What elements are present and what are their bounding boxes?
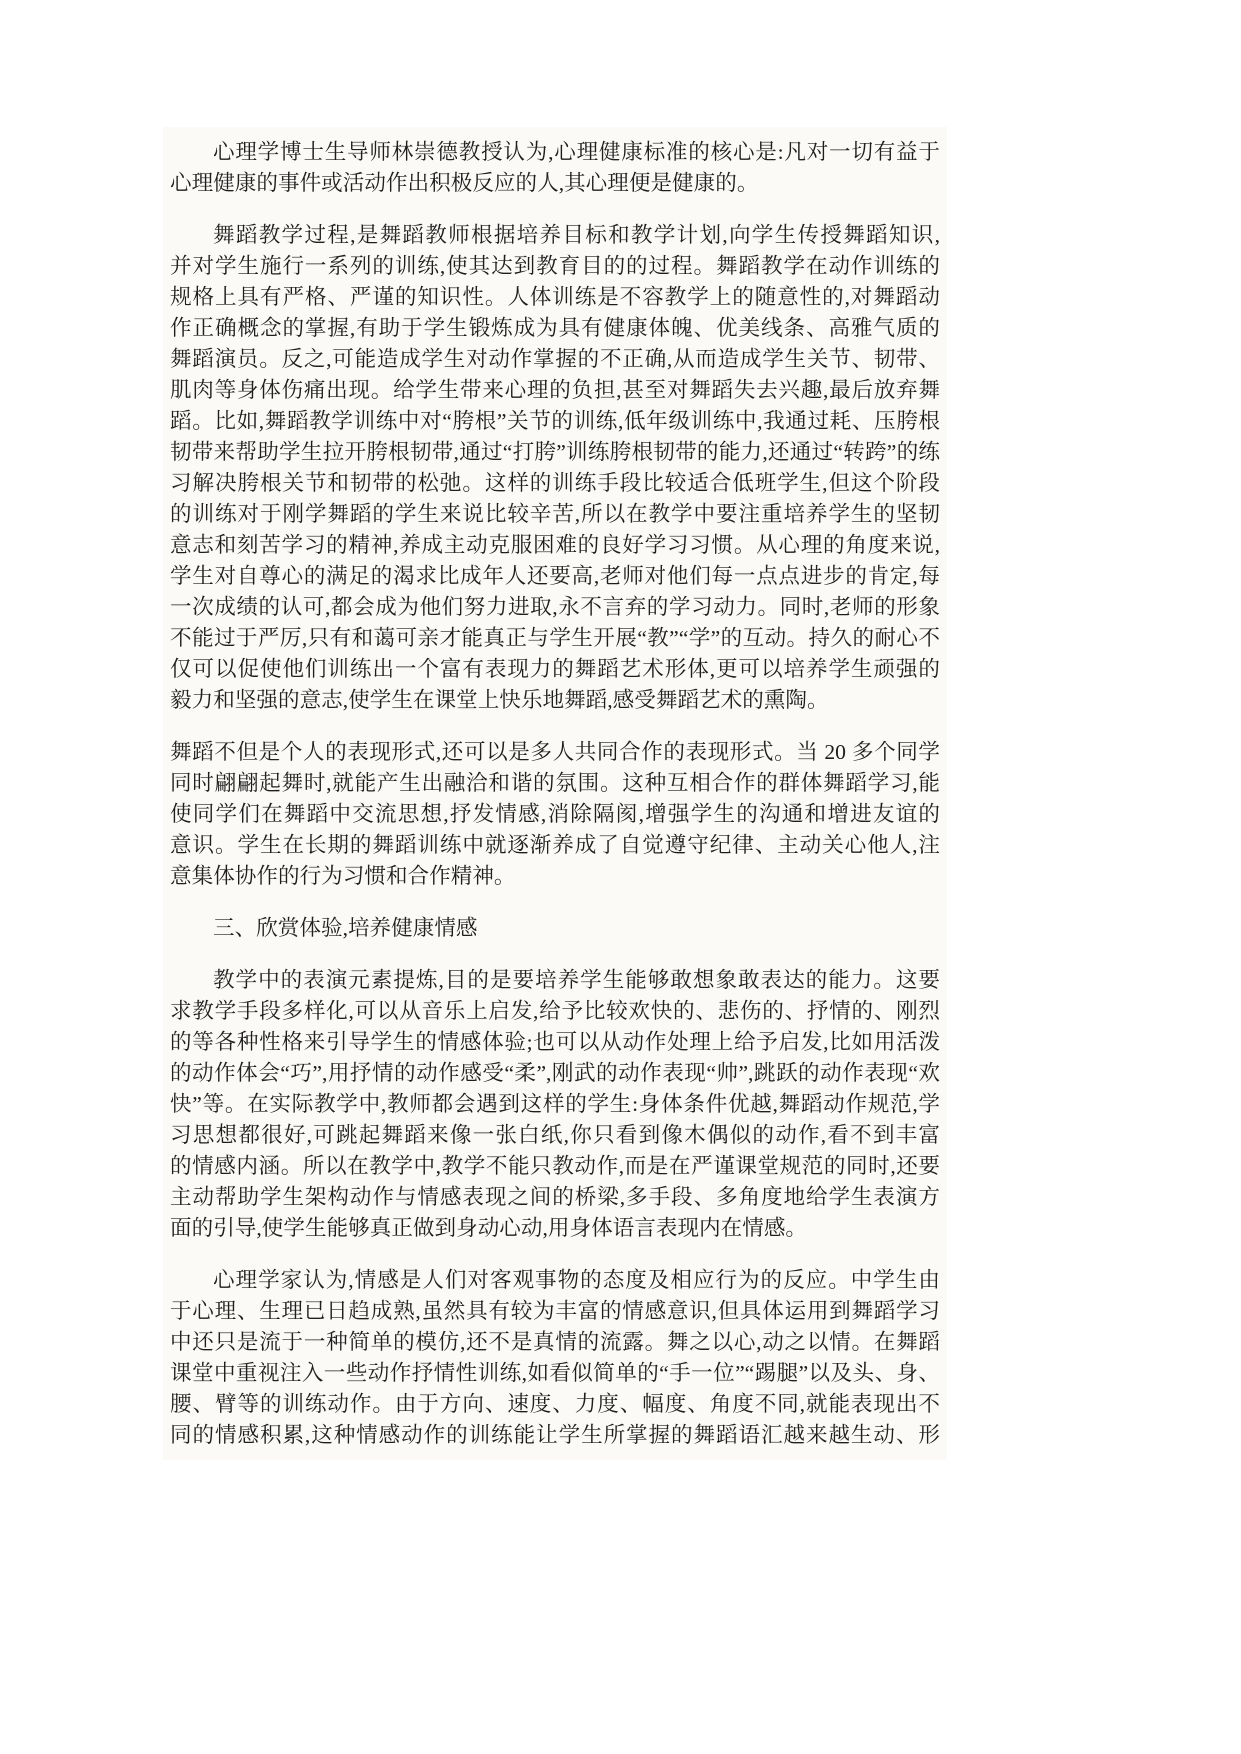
section-heading-block [170,913,940,944]
text-line: 意集体协作的行为习惯和合作精神。 [170,864,516,888]
text-line: 的情感内涵。所以在教学中,教学不能只教动作,而是在严谨课堂规范的同时,还要 [170,1154,940,1178]
text-line: 求教学手段多样化,可以从音乐上启发,给予比较欢快的、悲伤的、抒情的、刚烈 [170,999,940,1023]
text-line: 仅可以促使他们训练出一个富有表现力的舞蹈艺术形体,更可以培养学生顽强的 [170,657,940,681]
text-line: 心理健康的事件或活动作出积极反应的人,其心理便是健康的。 [170,171,759,195]
text-line: 使同学们在舞蹈中交流思想,抒发情感,消除隔阂,增强学生的沟通和增进友谊的 [170,802,940,826]
paragraph [170,737,940,892]
text-line: 的训练对于刚学舞蹈的学生来说比较辛苦,所以在教学中要注重培养学生的坚韧 [170,502,940,526]
text-line: 的等各种性格来引导学生的情感体验;也可以从动作处理上给予启发,比如用活泼 [170,1030,940,1054]
text-line: 规格上具有严格、严谨的知识性。人体训练是不容教学上的随意性的,对舞蹈动 [170,285,940,309]
text-line: 不能过于严厉,只有和蔼可亲才能真正与学生开展“教”“学”的互动。持久的耐心不 [170,626,940,650]
text-line: 学生对自尊心的满足的渴求比成年人还要高,老师对他们每一点点进步的肯定,每 [170,564,940,588]
text-line: 习思想都很好,可跳起舞蹈来像一张白纸,你只看到像木偶似的动作,看不到丰富 [170,1123,940,1147]
text-line: 快”等。在实际教学中,教师都会遇到这样的学生:身体条件优越,舞蹈动作规范,学 [170,1092,940,1116]
paragraph [170,137,940,199]
text-line: 的动作体会“巧”,用抒情的动作感受“柔”,刚武的动作表现“帅”,跳跃的动作表现“欢 [170,1061,940,1085]
text-line: 意志和刻苦学习的精神,养成主动克服困难的良好学习习惯。从心理的角度来说, [170,533,940,557]
section-heading: 三、欣赏体验,培养健康情感 [213,916,478,940]
text-line: 中还只是流于一种简单的模仿,还不是真情的流露。舞之以心,动之以情。在舞蹈 [170,1330,940,1354]
text-line: 毅力和坚强的意志,使学生在课堂上快乐地舞蹈,感受舞蹈艺术的熏陶。 [170,688,829,712]
text-line: 舞蹈教学过程,是舞蹈教师根据培养目标和教学计划,向学生传授舞蹈知识, [213,223,940,247]
text-line: 韧带来帮助学生拉开胯根韧带,通过“打胯”训练胯根韧带的能力,还通过“转跨”的练 [170,440,940,464]
text-line: 意识。学生在长期的舞蹈训练中就逐渐养成了自觉遵守纪律、主动关心他人,注 [170,833,940,857]
text-line: 主动帮助学生架构动作与情感表现之间的桥梁,多手段、多角度地给学生表演方 [170,1185,940,1209]
text-line: 课堂中重视注入一些动作抒情性训练,如看似简单的“手一位”“踢腿”以及头、身、 [170,1361,940,1385]
text-line: 腰、臂等的训练动作。由于方向、速度、力度、幅度、角度不同,就能表现出不 [170,1392,940,1416]
text-line: 肌肉等身体伤痛出现。给学生带来心理的负担,甚至对舞蹈失去兴趣,最后放弃舞 [170,378,940,402]
text-line: 同的情感积累,这种情感动作的训练能让学生所掌握的舞蹈语汇越来越生动、形 [170,1423,940,1447]
text-line: 作正确概念的掌握,有助于学生锻炼成为具有健康体魄、优美线条、高雅气质的 [170,316,940,340]
paragraph [170,220,940,716]
text-line: 蹈。比如,舞蹈教学训练中对“胯根”关节的训练,低年级训练中,我通过耗、压胯根 [170,409,940,433]
document-body [170,137,940,1472]
text-line: 舞蹈不但是个人的表现形式,还可以是多人共同合作的表现形式。当 20 多个同学 [170,740,940,764]
text-line: 并对学生施行一系列的训练,使其达到教育目的的过程。舞蹈教学在动作训练的 [170,254,940,278]
text-line: 于心理、生理已日趋成熟,虽然具有较为丰富的情感意识,但具体运用到舞蹈学习 [170,1299,940,1323]
text-line: 习解决胯根关节和韧带的松弛。这样的训练手段比较适合低班学生,但这个阶段 [170,471,940,495]
paragraph [170,965,940,1244]
text-line: 一次成绩的认可,都会成为他们努力进取,永不言弃的学习动力。同时,老师的形象 [170,595,940,619]
text-line: 心理学博士生导师林崇德教授认为,心理健康标准的核心是:凡对一切有益于 [213,140,940,164]
text-line: 同时翩翩起舞时,就能产生出融洽和谐的氛围。这种互相合作的群体舞蹈学习,能 [170,771,940,795]
text-line: 舞蹈演员。反之,可能造成学生对动作掌握的不正确,从而造成学生关节、韧带、 [170,347,940,371]
paragraph [170,1265,940,1451]
text-line: 教学中的表演元素提炼,目的是要培养学生能够敢想象敢表达的能力。这要 [213,968,940,992]
text-line: 心理学家认为,情感是人们对客观事物的态度及相应行为的反应。中学生由 [213,1268,940,1292]
text-line: 面的引导,使学生能够真正做到身动心动,用身体语言表现内在情感。 [170,1216,808,1240]
